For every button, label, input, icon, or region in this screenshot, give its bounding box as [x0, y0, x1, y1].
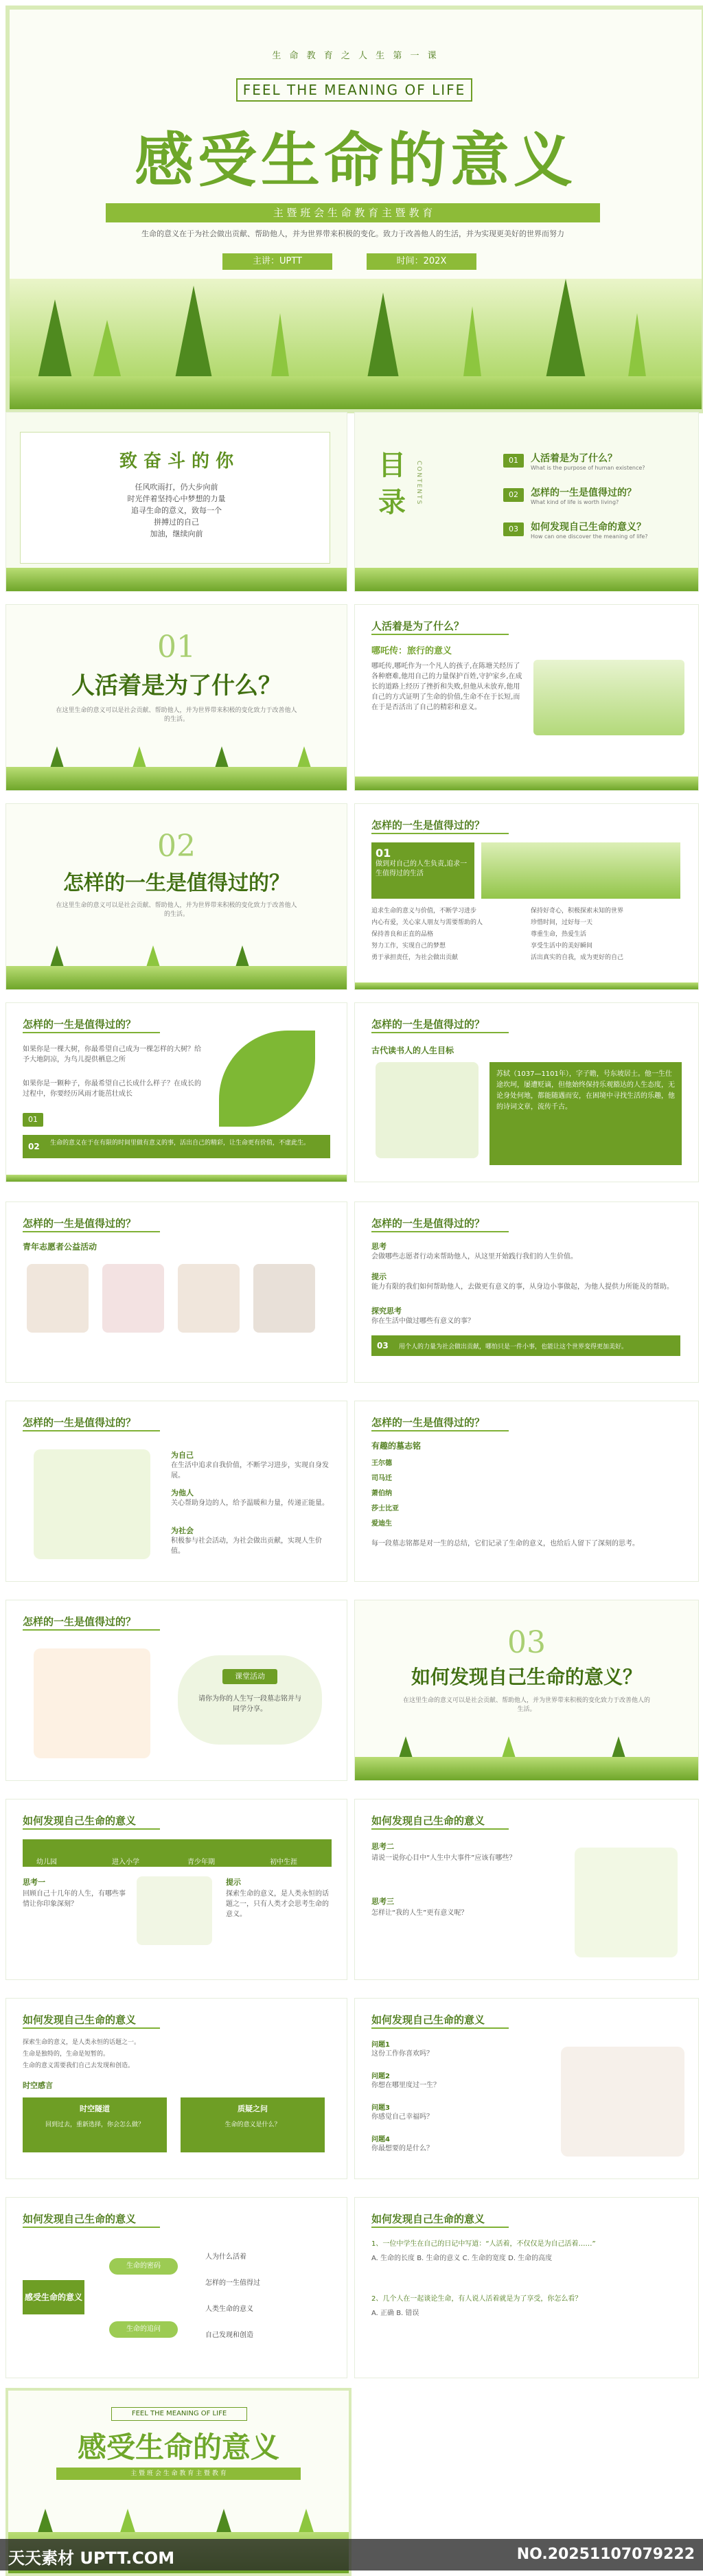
worth-badge-num: 01 [376, 847, 391, 860]
section-num: 01 [157, 630, 196, 665]
grass-strip [6, 568, 347, 591]
disc1-q: 提示 [226, 1878, 241, 1887]
purpose-body: 哪吒传,哪吒作为一个凡人的孩子,在陈塘关经历了各种磨难,他用自己的力量保护百姓,守护家乡,在成长的道路上经历了挫折和失败,但他从未放弃,他用自己的方式证明了生命的价值,生命不在于长短,而在于是否活出了自己的精彩和意义。 [371, 663, 522, 711]
cover-time: 时间：202X [367, 253, 476, 270]
volunteer-illustration [253, 1264, 315, 1333]
worth2-bar [23, 1135, 330, 1158]
worth-badge-box [371, 842, 474, 899]
disc3-box1 [23, 2097, 167, 2152]
scholar-name: 爱迪生 [371, 1520, 392, 1528]
tree-icon [627, 313, 647, 382]
interview-illustration [561, 2047, 684, 2157]
list-item: 尊重生命，热爱生活 [531, 931, 587, 938]
mindmap-leaf: 人为什么活着 [205, 2253, 246, 2261]
mindmap-branch: 生命的追问 [109, 2321, 178, 2338]
discover1-slide [5, 1799, 347, 1980]
grass-strip [6, 1175, 347, 1182]
slide-header: 如何发现自己生命的意义 [371, 2213, 485, 2225]
scholar-slide [354, 1401, 699, 1582]
self-item-text: 积极参与社会活动，为社会做出贡献，实现人生价值。 [171, 1537, 322, 1555]
tree-icon [92, 320, 122, 382]
grass-plant-illustration [575, 1848, 678, 1957]
header-rule [23, 1430, 160, 1431]
cover-desc: 生命的意义在于为社会做出贡献、帮助他人，并为世界带来积极的变化。致力于改善他人的生活，并为实现更美好的世界而努力 [141, 229, 564, 238]
mindmap-branch: 生命的密码 [109, 2258, 178, 2275]
scholar-names [371, 1456, 680, 1532]
self-item [171, 1525, 329, 1556]
think-bar-text: 用个人的力量为社会做出贡献，哪怕只是一件小事，也能让这个世界变得更加美好。 [399, 1344, 628, 1350]
section-num: 02 [157, 829, 196, 864]
disc4-label: 问题2 [371, 2073, 390, 2080]
discover4-slide [354, 1998, 699, 2179]
disc3-box-title: 质疑之问 [238, 2104, 268, 2113]
mindmap-leaf: 人类生命的意义 [205, 2305, 253, 2313]
disc3-box-text: 回到过去，重新选择，你会怎么做？ [45, 2121, 144, 2128]
disc4-label: 问题3 [371, 2104, 390, 2112]
self-item-title: 为社会 [171, 1526, 194, 1535]
poem-line: 任风吹雨打，仍大步向前 [135, 483, 218, 492]
slide-header: 怎样的一生是值得过的？ [23, 1615, 137, 1628]
header-rule [371, 634, 509, 635]
volunteer-slide [5, 1201, 347, 1383]
slide-header: 怎样的一生是值得过的？ [23, 1018, 137, 1031]
list-item: 勇于承担责任，为社会做出贡献 [371, 954, 459, 961]
think-label: 提示 [371, 1272, 387, 1281]
ancient-slide [354, 1002, 699, 1182]
think-text: 能力有限的我们如何帮助他人，去做更有意义的事，从身边小事做起，为他人提供力所能及的帮助。 [371, 1283, 673, 1291]
disc3-bullet: 探索生命的意义，是人类永恒的话题之一。 [23, 2039, 141, 2046]
self-item-title: 为自己 [171, 1451, 194, 1460]
quiz-answer: A. 生命的长度 B. 生命的意义 C. 生命的宽度 D. 生命的高度 [371, 2255, 553, 2262]
header-rule [371, 1231, 509, 1232]
disc4-text: 你最想要的是什么？ [371, 2145, 433, 2152]
grass-strip [355, 777, 698, 790]
ancient-body: 苏轼（1037—1101年），字子瞻，号东坡居士。他一生仕途坎坷，屡遭贬谪，但他始终保持乐观豁达的人生态度，无论身处何地，都能随遇而安，在困境中寻找生活的乐趣，他的诗词文章，流传千古。 [496, 1070, 675, 1111]
slide-header: 如何发现自己生命的意义 [371, 2014, 485, 2026]
discover2-slide [354, 1799, 699, 1980]
toc-item-title: 如何发现自己生命的意义？ [531, 522, 646, 533]
volunteer-subtitle: 青年志愿者公益活动 [23, 1242, 97, 1252]
step-label: 初中生涯 [270, 1859, 297, 1866]
mindmap-center: 感受生命的意义 [23, 2280, 84, 2314]
tree-icon [270, 313, 290, 382]
tree-icon [37, 299, 73, 382]
slide-header: 如何发现自己生命的意义 [23, 2014, 137, 2026]
tree-icon [174, 286, 213, 382]
quiz-item [371, 2239, 680, 2264]
self-item-text: 在生活中追求自我价值，不断学习进步，实现自身发展。 [171, 1462, 329, 1480]
poem-lines [6, 481, 347, 540]
mindmap-leaf: 自己发现和创造 [205, 2332, 253, 2339]
grass-strip [355, 568, 698, 591]
list-item: 保持好奇心，积极探索未知的世界 [531, 908, 624, 915]
disc3-box-text: 生命的意义是什么？ [224, 2121, 281, 2128]
quiz-item [371, 2294, 680, 2319]
worth2-point: 如果你是一颗种子，你最希望自己长成什么样子？在成长的过程中，你要经历风雨才能茁壮成长 [23, 1080, 201, 1098]
worth2-tag: 01 [23, 1113, 43, 1127]
scholar-name: 司马迁 [371, 1475, 392, 1482]
toc-title: 目录 [378, 449, 406, 518]
grass-strip [10, 376, 702, 409]
tree-icon [463, 306, 482, 382]
scholar-name: 莎士比亚 [371, 1505, 399, 1513]
think-text: 会做哪些志愿者行动来帮助他人，从这里开始践行我们的人生价值。 [371, 1253, 577, 1261]
toc-num: 03 [503, 522, 524, 536]
think-label: 思考 [371, 1242, 387, 1251]
worth-badge-text: 做到对自己的人生负责,追求一生值得过的生活 [376, 860, 468, 877]
slide-header: 怎样的一生是值得过的？ [371, 1018, 485, 1031]
disc2-q: 思考二 [371, 1842, 394, 1851]
disc2-q-text: 怎样让“我的人生”更有意义呢？ [371, 1909, 468, 1917]
scholar-text: 每一段墓志铭都是对一生的总结，它们记录了生命的意义，也给后人留下了深刻的思考。 [371, 1540, 639, 1548]
slide-header: 怎样的一生是值得过的？ [371, 1217, 485, 1230]
worth2-point: 如果你是一棵大树，你最希望自己成为一棵怎样的大树？给予大地阴凉，为鸟儿提供栖息之所 [23, 1046, 201, 1063]
mindmap-leaf: 怎样的一生值得过 [205, 2279, 260, 2287]
header-rule [23, 1629, 160, 1631]
step-label: 幼儿园 [36, 1859, 57, 1866]
poem-line: 时光伴着坚持心中梦想的力量 [127, 494, 226, 503]
worth2-slide [5, 1002, 347, 1182]
section-desc: 在这里生命的意义可以是社会贡献、帮助他人，并为世界带来积极的变化致力于改善他人的生活。 [56, 707, 297, 723]
bubble-title: 课堂活动 [222, 1669, 277, 1684]
toc-item-2[interactable] [503, 484, 689, 509]
footer-id: NO.20251107079222 [516, 2546, 695, 2563]
activity-slide [5, 1600, 347, 1781]
reading-child-illustration [34, 1648, 150, 1758]
ancient-subtitle: 古代读书人的人生目标 [371, 1046, 454, 1055]
section-desc: 在这里生命的意义可以是社会贡献、帮助他人，并为世界带来积极的变化致力于改善他人的生活。 [56, 902, 297, 918]
ancient-body-box [489, 1062, 682, 1165]
header-rule [23, 1231, 160, 1232]
disc4-text: 你想在哪里度过一生？ [371, 2082, 440, 2089]
section1-slide [5, 604, 347, 791]
watermark-footer [0, 2539, 703, 2571]
grass-strip [355, 982, 698, 989]
disc3-bullets [23, 2037, 332, 2072]
think-bar-num: 03 [377, 1341, 389, 1350]
slide-header: 如何发现自己生命的意义 [371, 1815, 485, 1827]
leaf-illustration [219, 1031, 315, 1127]
footer-brand: 天天素材 UPTT.COM [8, 2549, 175, 2568]
scholar-name: 王尔德 [371, 1460, 392, 1467]
toc-num: 01 [503, 454, 524, 468]
list-left [371, 906, 522, 964]
section3-slide [354, 1600, 699, 1781]
disc1-q: 思考一 [23, 1878, 45, 1887]
cover-theme-line: 主 暨 班 会 生 命 教 育 主 暨 教 育 [106, 203, 600, 222]
poem-line: 追寻生命的意义，致每一个 [131, 506, 222, 515]
purpose-slide [354, 604, 699, 791]
list-item: 珍惜时间，过好每一天 [531, 919, 593, 926]
disc2-q-text: 请说一说你心目中“人生中大事件”应该有哪些？ [371, 1854, 516, 1862]
discover6-slide [354, 2197, 699, 2378]
cover-top-banner: 生 命 教 育 之 人 生 第 一 课 [272, 51, 439, 61]
list-item: 追求生命的意义与价值，不断学习进步 [371, 908, 477, 915]
self-item [171, 1449, 329, 1481]
slide-header: 人活着是为了什么？ [371, 620, 465, 632]
disc3-bullet: 生命的意义需要我们自己去发现和创造。 [23, 2062, 135, 2069]
slide-header: 如何发现自己生命的意义 [23, 2213, 137, 2225]
worth2-bar-text: 生命的意义在于在有限的时间里做有意义的事，活出自己的精彩，让生命更有价值，不虚此生。 [50, 1140, 310, 1147]
purpose-subtitle: 哪吒传：旅行的意义 [371, 646, 452, 656]
header-rule [371, 2027, 509, 2029]
disc3-label: 时空感言 [23, 2081, 53, 2090]
section-num: 03 [507, 1625, 546, 1660]
toc-item-en: What is the purpose of human existence? [531, 465, 645, 471]
volunteer-illustration [178, 1264, 240, 1333]
quiz-answer: A. 正确 B. 错误 [371, 2310, 419, 2317]
disc4-item [371, 2102, 550, 2122]
cover-subtitle-en: FEEL THE MEANING OF LIFE [236, 78, 472, 102]
volunteer-illustration [102, 1264, 164, 1333]
grass-strip [355, 1757, 698, 1780]
toc-item-1[interactable] [503, 450, 689, 474]
discover5-slide [5, 2197, 347, 2378]
header-rule [23, 1032, 160, 1033]
step-label: 进入小学 [112, 1859, 139, 1866]
tree-icon [367, 292, 400, 382]
cover-title: 感受生命的意义 [135, 126, 577, 195]
slide-header: 怎样的一生是值得过的？ [371, 1416, 485, 1429]
tree-icon [545, 279, 586, 382]
self-item-title: 为他人 [171, 1488, 194, 1497]
list-item: 保持善良和正直的品格 [371, 931, 434, 938]
bubble-text: 请你为你的人生写一段墓志铭并与同学分享。 [198, 1695, 301, 1713]
field-illustration [481, 842, 680, 899]
quiz-question: 2、几个人在一起谈论生命，有人说人活着就是为了享受，你怎么看？ [371, 2295, 582, 2303]
list-item: 内心有爱，关心家人朋友与需要帮助的人 [371, 919, 483, 926]
disc3-box2 [181, 2097, 325, 2152]
worth2-bar-num: 02 [28, 1142, 40, 1151]
section-desc: 在这里生命的意义可以是社会贡献、帮助他人，并为世界带来积极的变化致力于改善他人的生活。 [403, 1697, 651, 1713]
slide-header: 怎样的一生是值得过的？ [23, 1416, 137, 1429]
books-illustration [34, 1449, 150, 1559]
disc4-item [371, 2038, 550, 2059]
self-slide [5, 1401, 347, 1582]
disc4-item [371, 2133, 550, 2154]
cover-host: 主讲：UPTT [222, 253, 332, 270]
toc-item-en: How can one discover the meaning of life? [531, 533, 648, 540]
disc3-box-title: 时空隧道 [80, 2104, 110, 2113]
toc-slide [354, 412, 699, 592]
think-bar [371, 1335, 680, 1356]
scholar-subtitle: 有趣的墓志铭 [371, 1441, 422, 1451]
section-title: 怎样的一生是值得过的？ [63, 871, 290, 895]
disc1-q-text: 回顾自己十几年的人生，有哪些事情让你印象深刻？ [23, 1890, 126, 1908]
mindmap-right [205, 2244, 329, 2349]
slide-header: 怎样的一生是值得过的？ [371, 819, 485, 831]
header-rule [23, 2027, 160, 2029]
disc4-text: 这份工作你喜欢吗？ [371, 2050, 433, 2058]
header-rule [371, 2227, 509, 2228]
scholar-name: 萧伯纳 [371, 1490, 392, 1497]
plant-pot-illustration [137, 1876, 212, 1945]
think-slide [354, 1201, 699, 1383]
think-text: 你在生活中做过哪些有意义的事？ [371, 1318, 474, 1325]
toc-label: CONTENTS [415, 461, 422, 506]
quiz-question: 1、一位中学生在自己的日记中写道：“人活着，不仅仅是为自己活着……” [371, 2240, 596, 2248]
toc-item-en: What kind of life is worth living? [531, 499, 619, 505]
list-item: 努力工作，实现自己的梦想 [371, 943, 446, 950]
poem-line: 加油，继续向前 [150, 529, 203, 538]
section-title: 人活着是为了什么？ [71, 672, 281, 700]
poem-line: 拼搏过的自己 [154, 518, 199, 527]
header-rule [371, 833, 509, 834]
header-rule [371, 1828, 509, 1830]
header-rule [371, 1430, 509, 1431]
section-title: 如何发现自己生命的意义？ [411, 1666, 642, 1688]
toc-item-title: 人活着是为了什么？ [531, 453, 617, 464]
grass-strip [6, 966, 347, 989]
self-item [171, 1487, 329, 1508]
section2-slide [5, 803, 347, 990]
grass-strip [6, 767, 347, 790]
list-item: 享受生活中的美好瞬间 [531, 943, 593, 950]
disc1-q-text: 探索生命的意义，是人类永恒的话题之一，只有人类才会思考生命的意义。 [226, 1890, 329, 1918]
discover3-slide [5, 1998, 347, 2179]
header-rule [371, 1032, 509, 1033]
step-label: 青少年期 [187, 1859, 215, 1866]
toc-item-title: 怎样的一生是值得过的？ [531, 487, 636, 498]
self-item-text: 关心帮助身边的人，给予温暖和力量，传递正能量。 [171, 1499, 329, 1507]
scholar-illustration [376, 1062, 479, 1158]
think-label: 探究思考 [371, 1307, 402, 1315]
disc4-label: 问题1 [371, 2041, 390, 2049]
worth1-slide [354, 803, 699, 990]
disc4-label: 问题4 [371, 2136, 390, 2143]
toc-num: 02 [503, 488, 524, 502]
cover-slide [5, 5, 703, 413]
end-theme-line: 主 暨 班 会 生 命 教 育 主 暨 教 育 [56, 2468, 301, 2480]
slide-header: 如何发现自己生命的意义 [23, 1815, 137, 1827]
slide-header: 怎样的一生是值得过的？ [23, 1217, 137, 1230]
volunteer-illustration [27, 1264, 89, 1333]
toc-item-3[interactable] [503, 518, 689, 543]
end-title: 感受生命的意义 [77, 2430, 279, 2464]
disc4-text: 你感觉自己幸福吗？ [371, 2113, 433, 2121]
disc2-q: 思考三 [371, 1897, 394, 1906]
header-rule [23, 1828, 160, 1830]
disc3-bullet: 生命是独特的，生命是短暂的。 [23, 2051, 110, 2058]
header-rule [23, 2227, 160, 2228]
poem-title: 致 奋 斗 的 你 [119, 451, 234, 472]
list-right [531, 906, 682, 964]
list-item: 活出真实的自我，成为更好的自己 [531, 954, 624, 961]
steps-bar [23, 1839, 332, 1867]
activity-bubble [178, 1655, 322, 1745]
disc4-item [371, 2070, 550, 2091]
end-subtitle-en: FEEL THE MEANING OF LIFE [111, 2407, 247, 2421]
landscape-illustration [533, 660, 684, 735]
poem-slide [5, 412, 347, 592]
